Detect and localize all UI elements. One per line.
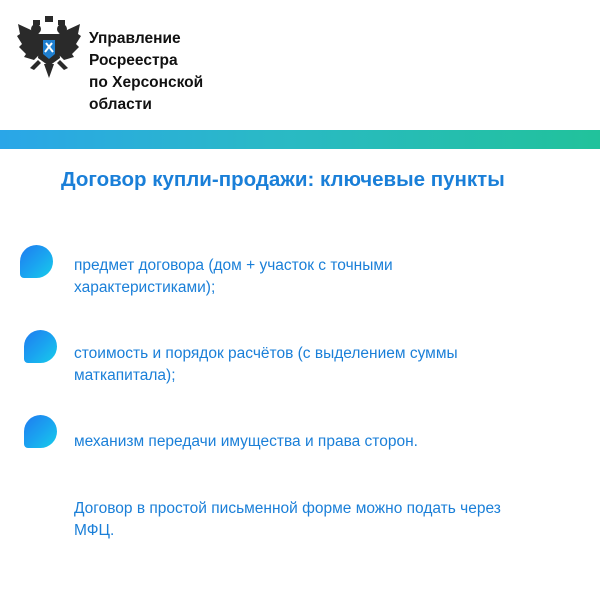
org-name-line-1: Управление [89,30,181,47]
bullet-icon [24,415,57,448]
list-item-line: предмет договора (дом + участок с точными [74,257,393,274]
gradient-divider [0,130,600,149]
header [0,0,600,130]
org-name-line-4: области [89,96,152,113]
org-name-line-3: по Херсонской [89,74,204,91]
list-item [74,255,574,299]
footer-note-line: Договор в простой письменной форме можно подать через [74,500,501,517]
org-name-line-2: Росреестра [89,52,178,69]
list-item [74,431,574,453]
list-item-line: стоимость и порядок расчётов (с выделением суммы [74,345,458,362]
page-title: Договор купли-продажи: ключевые пункты [61,168,505,191]
list-item [74,343,574,387]
footer-note [74,498,574,542]
list-item-line: механизм передачи имущества и права сторон. [74,433,418,450]
bullet-icon [20,245,53,278]
footer-note-line: МФЦ. [74,522,115,539]
list-item-line: характеристиками); [74,279,216,296]
bullet-icon [24,330,57,363]
list-item-line: маткапитала); [74,367,176,384]
double-headed-eagle-icon [14,14,84,84]
organization-name [89,28,203,116]
